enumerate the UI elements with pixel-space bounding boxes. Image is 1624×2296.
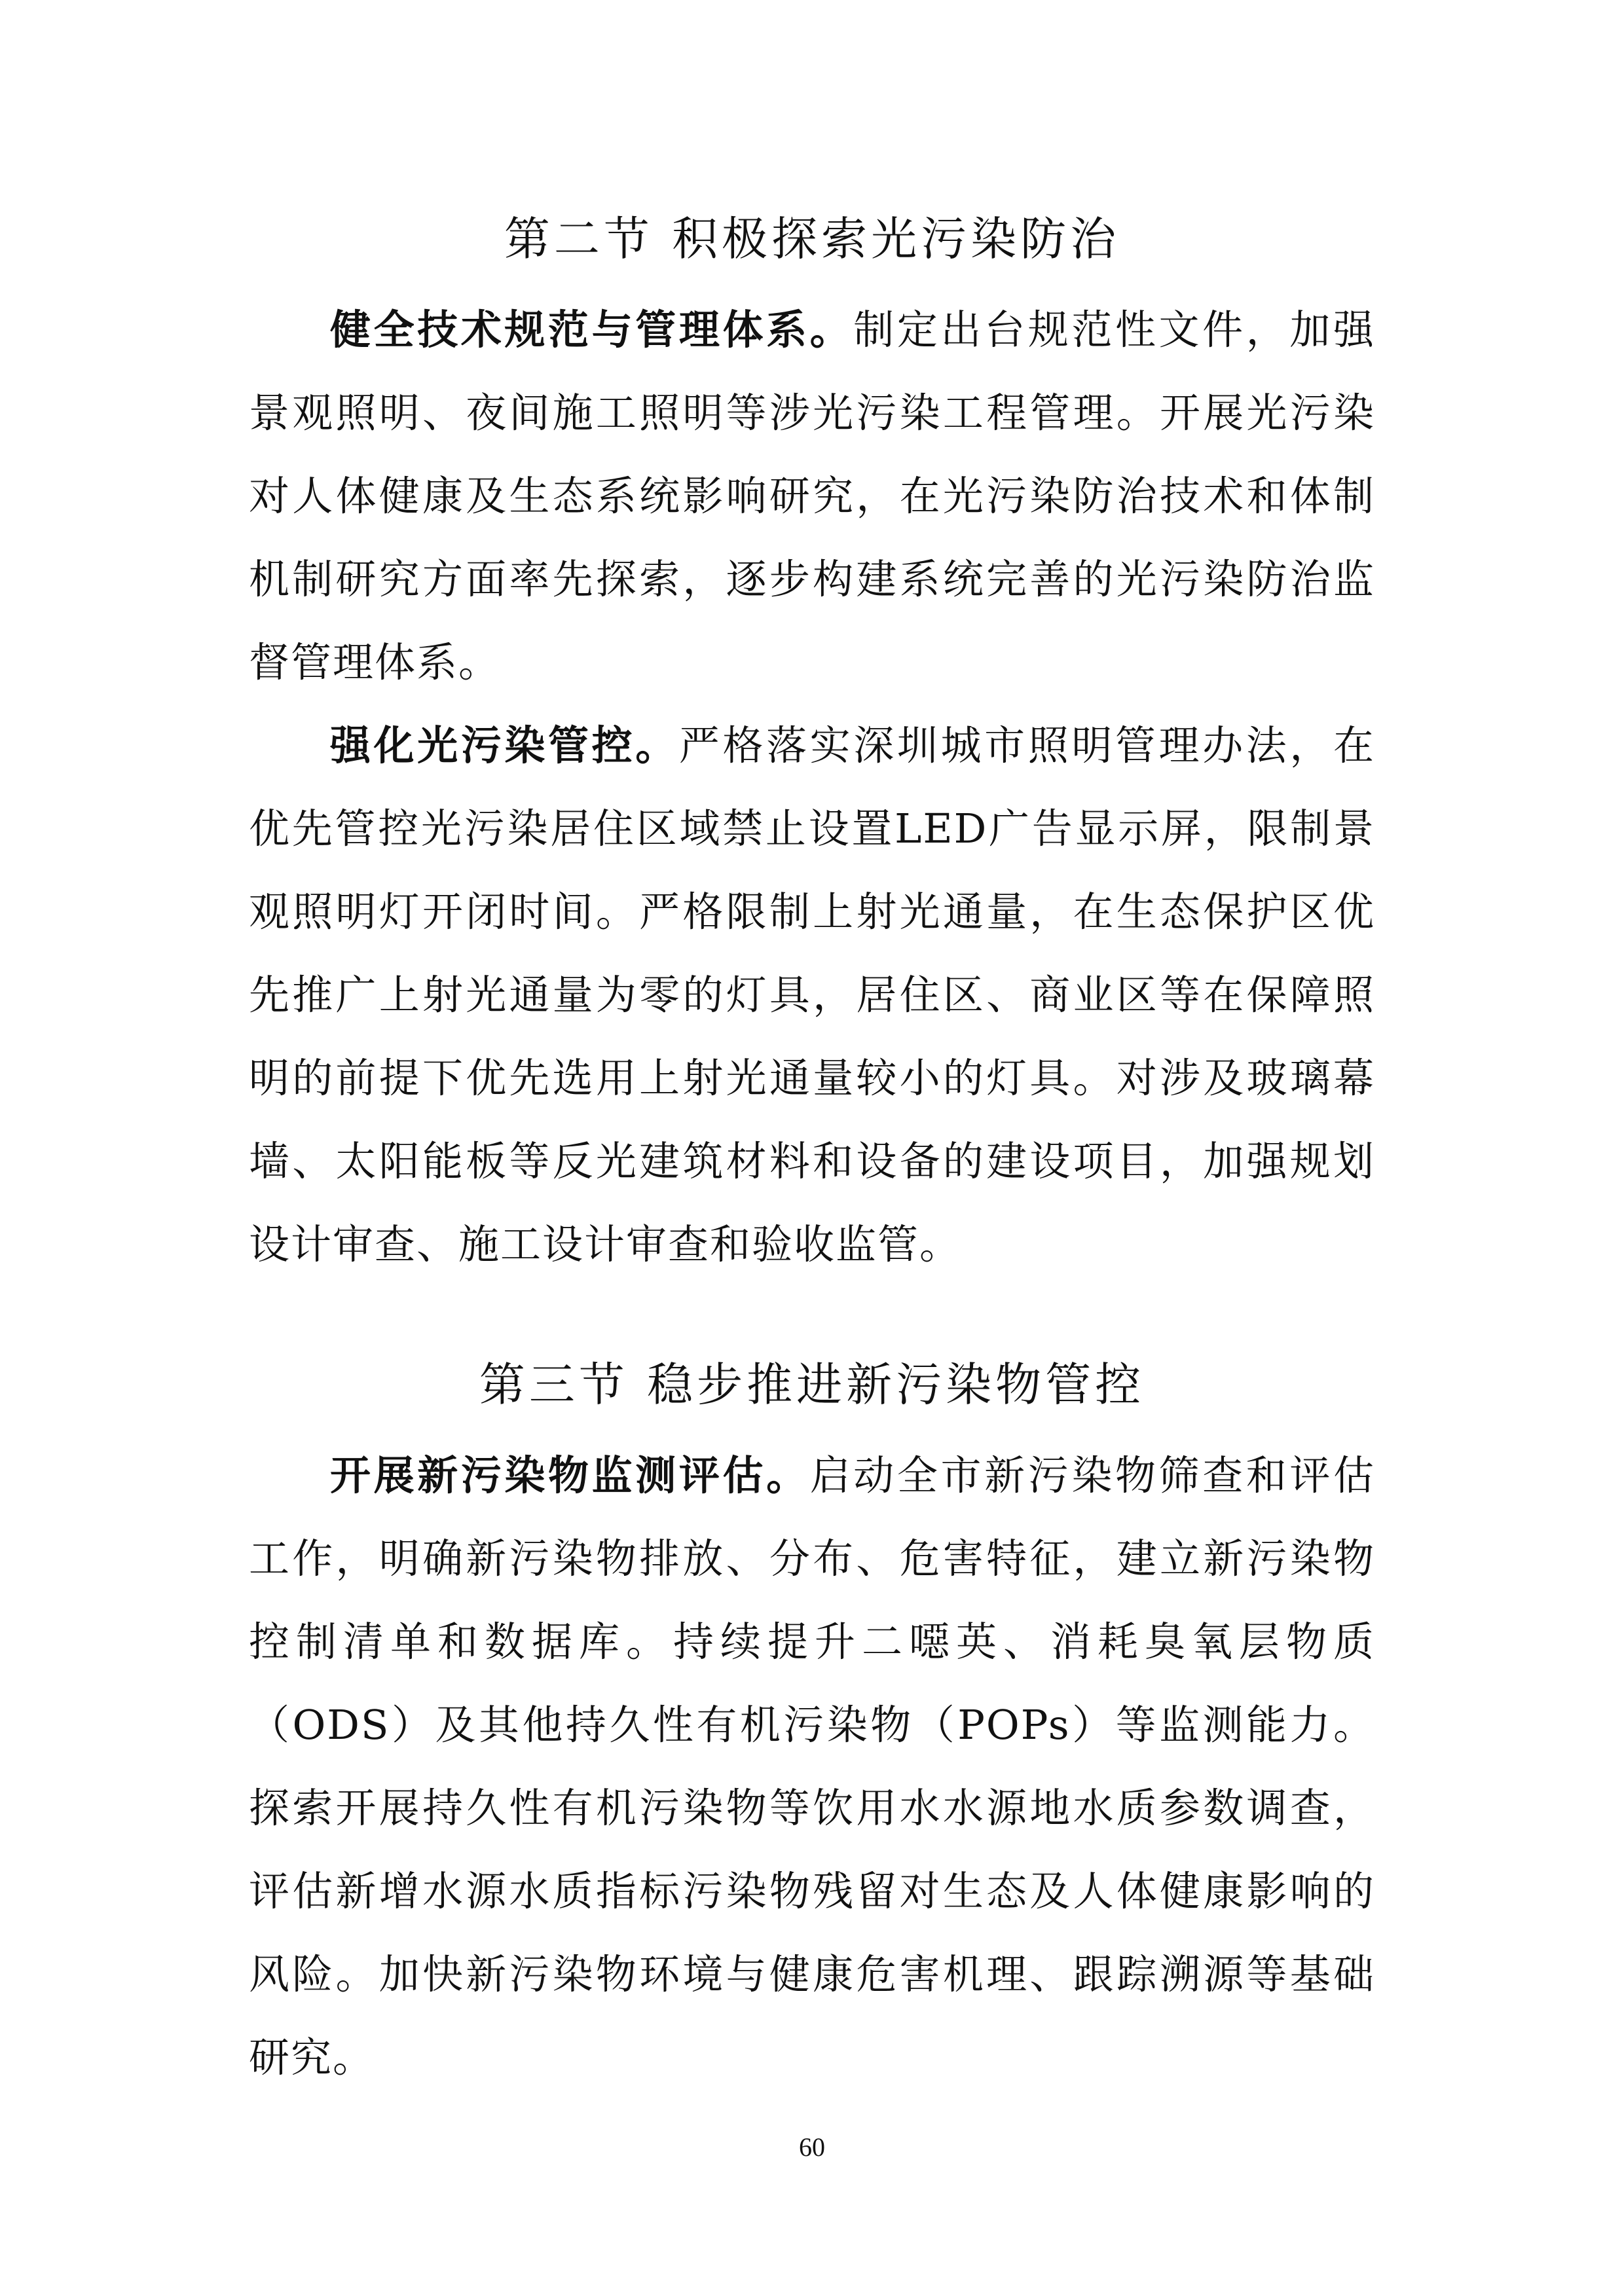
paragraph-lead: 开展新污染物监测评估。 (330, 1451, 810, 1499)
page-number: 60 (799, 2132, 825, 2162)
paragraph-body: 严格落实深圳城市照明管理办法，在优先管控光污染居住区域禁止设置LED广告显示屏，限制景观照明灯开闭时间。严格限制上射光通量，在生态保护区优先推广上射光通量为零的灯具，居住区、商业区等在保障照明的前提下优先选用上射光通量较小的灯具。对涉及玻璃幕墙、太阳能板等反光建筑材料和设备的建设项目，加强规划设计审查、施工设计审查和验收监管。 (249, 721, 1375, 1268)
paragraph-lead: 强化光污染管控。 (330, 721, 679, 769)
section-heading-2: 第二节 积极探索光污染防治 (504, 212, 1120, 266)
paragraph-new-pollutants (249, 1434, 1375, 2099)
paragraph-light-control (249, 704, 1375, 1286)
section-heading-3: 第三节 稳步推进新污染物管控 (479, 1358, 1145, 1412)
paragraph-body: 制定出台规范性文件，加强景观照明、夜间施工照明等涉光污染工程管理。开展光污染对人体健康及生态系统影响研究，在光污染防治技术和体制机制研究方面率先探索，逐步构建系统完善的光污染防治监督管理体系。 (249, 306, 1375, 686)
paragraph-tech-standards (249, 288, 1375, 704)
paragraph-lead: 健全技术规范与管理体系。 (330, 306, 854, 354)
paragraph-body: 启动全市新污染物筛查和评估工作，明确新污染物排放、分布、危害特征，建立新污染物控制清单和数据库。持续提升二噁英、消耗臭氧层物质（ODS）及其他持久性有机污染物（POPs）等监测能力。探索开展持久性有机污染物等饮用水水源地水质参数调查，评估新增水源水质指标污染物残留对生态及人体健康影响的风险。加快新污染物环境与健康危害机理、跟踪溯源等基础研究。 (249, 1451, 1375, 2081)
